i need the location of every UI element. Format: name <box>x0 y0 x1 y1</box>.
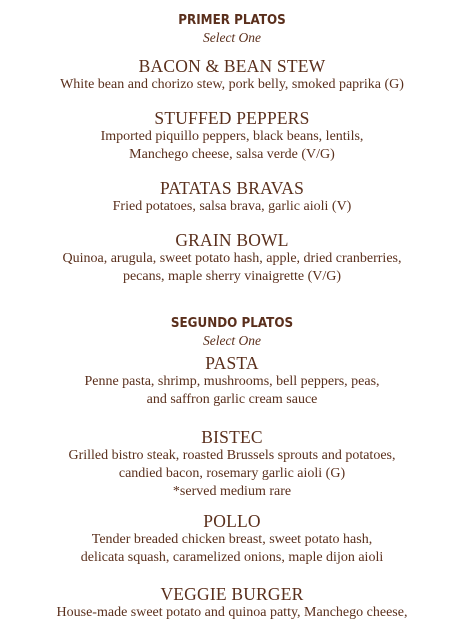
primer-platos-subtitle: Select One <box>202 30 262 45</box>
segundo-platos-subtitle: Select One <box>202 333 262 348</box>
dish-name: BACON & BEAN STEW <box>138 56 326 76</box>
segundo-platos-title: SEGUNDO PLATOS <box>170 316 294 331</box>
dish-description: Tender breaded chicken breast, sweet potato hash, <box>91 532 373 547</box>
dish-description: Penne pasta, shrimp, mushrooms, bell peppers, peas, <box>84 374 380 389</box>
dish-name: GRAIN BOWL <box>175 230 289 250</box>
dish-description: House-made sweet potato and quinoa patty, Manchego cheese, <box>56 605 408 620</box>
dish-description: Grilled bistro steak, roasted Brussels sprouts and potatoes, <box>68 448 396 463</box>
primer-platos-title: PRIMER PLATOS <box>178 13 286 28</box>
dish-name: VEGGIE BURGER <box>160 584 304 604</box>
dish-description: candied bacon, rosemary garlic aioli (G) <box>118 466 346 481</box>
dish-name: BISTEC <box>201 427 263 447</box>
dish-description: delicata squash, caramelized onions, maple dijon aioli <box>80 550 384 565</box>
dish-description: *served medium rare <box>172 484 292 499</box>
dish-name: PASTA <box>205 353 259 373</box>
dish-description: and saffron garlic cream sauce <box>146 392 318 407</box>
dish-name: PATATAS BRAVAS <box>159 178 305 198</box>
dish-description: White bean and chorizo stew, pork belly, smoked paprika (G) <box>60 77 404 92</box>
dish-description: Quinoa, arugula, sweet potato hash, apple, dried cranberries, <box>62 251 402 266</box>
dish-description: Imported piquillo peppers, black beans, lentils, <box>100 129 364 144</box>
dish-description: Fried potatoes, salsa brava, garlic aioli (V) <box>112 199 352 214</box>
dish-description: Manchego cheese, salsa verde (V/G) <box>129 147 335 162</box>
dish-name: POLLO <box>203 511 261 531</box>
dish-description: pecans, maple sherry vinaigrette (V/G) <box>122 269 342 284</box>
dish-name: STUFFED PEPPERS <box>154 108 310 128</box>
